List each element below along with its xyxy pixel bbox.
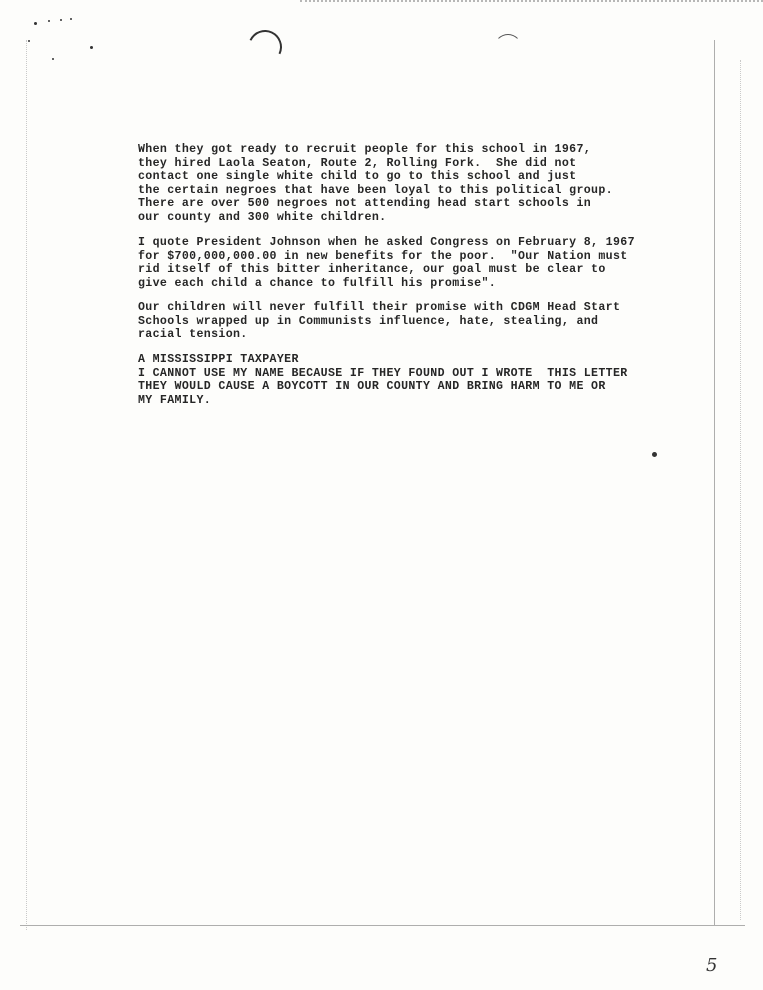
scan-edge-right-secondary — [740, 60, 742, 920]
signature-block: A MISSISSIPPI TAXPAYER I CANNOT USE MY NAME BECAUSE IF THEY FOUND OUT I WROTE THIS LETTER THEY WOULD CAUSE A BOYCOTT IN OUR COUNTY AND BRING HARM TO ME OR MY FAMILY. — [138, 353, 628, 407]
scan-speck — [652, 452, 657, 457]
scan-edge-bottom — [20, 925, 745, 927]
scan-speck — [70, 18, 72, 20]
punch-hole-mark-right — [494, 34, 522, 62]
scan-speck — [34, 22, 37, 25]
scan-speck — [90, 46, 93, 49]
page-number: 5 — [706, 955, 718, 976]
paragraph-children-promise: Our children will never fulfill their promise with CDGM Head Start Schools wrapped up in Communists influence, hate, stealing, and racial tension. — [138, 301, 621, 342]
paragraph-johnson-quote: I quote President Johnson when he asked Congress on February 8, 1967 for $700,000,000.00 in new benefits for the poor. "Our Nation must rid itself of this bitter inheritance, our goal must be clear to give each child a chance to fulfill his promise". — [138, 236, 635, 290]
scan-edge-top — [300, 0, 763, 6]
scan-edge-right — [714, 40, 716, 925]
scan-speck — [28, 40, 30, 42]
scan-speck — [52, 58, 54, 60]
paragraph-recruitment: When they got ready to recruit people for this school in 1967, they hired Laola Seaton, Route 2, Rolling Fork. She did not contact one single white child to go to this school and just the certain negroes that have been loyal to this political group. There are over 500 negroes not attending head start schools in our county and 300 white children. — [138, 143, 613, 224]
scan-speck — [60, 19, 62, 21]
scan-edge-left — [26, 40, 28, 930]
scan-speck — [48, 20, 50, 22]
punch-hole-mark-left — [243, 25, 287, 69]
